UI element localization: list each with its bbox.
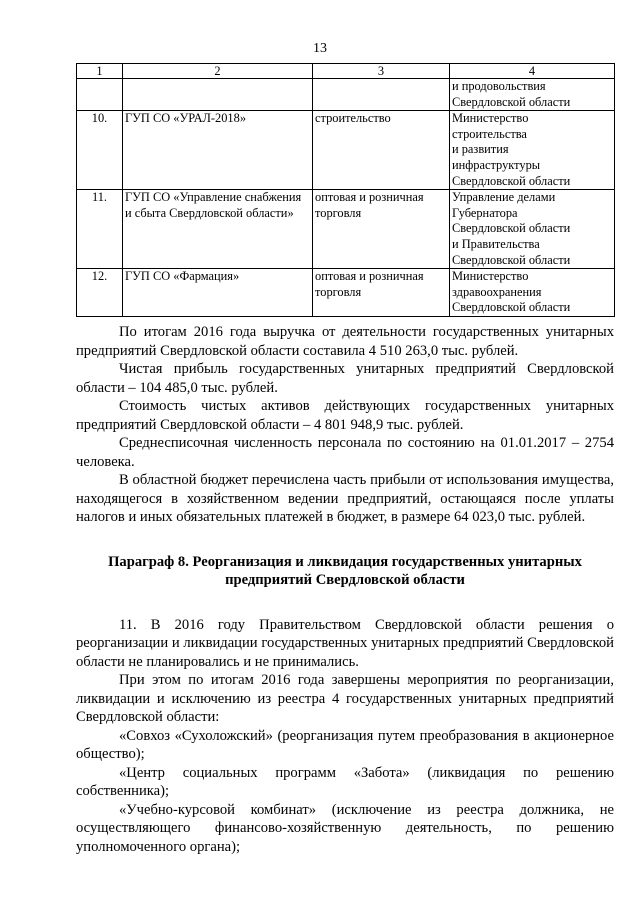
list-item: «Совхоз «Сухоложский» (реорганизация путем преобразования в акционерное общество);	[76, 727, 614, 762]
enterprise-name	[123, 79, 313, 111]
heading-line: предприятий Свердловской области	[225, 572, 465, 588]
activity	[313, 79, 450, 111]
header-cell: 4	[450, 64, 615, 79]
enterprise-name: ГУП СО «УРАЛ-2018»	[123, 111, 313, 190]
list-item: «Центр социальных программ «Забота» (ликвидация по решению собственника);	[76, 764, 614, 799]
row-number: 10.	[77, 111, 123, 190]
paragraph-headcount: Среднесписочная численность персонала по состоянию на 01.01.2017 – 2754 человека.	[76, 435, 614, 470]
heading-line: Параграф 8. Реорганизация и ликвидация государственных унитарных	[108, 553, 582, 570]
header-cell: 2	[123, 64, 313, 79]
table-header-row	[77, 64, 615, 79]
authority: и продовольствия Свердловской области	[450, 79, 615, 111]
paragraph-completed-measures: При этом по итогам 2016 года завершены мероприятия по реорганизации, ликвидации и исключению из реестра 4 государственных унитарных предприятий Свердловской области:	[76, 672, 614, 725]
activity: оптовая и розничная торговля	[313, 269, 450, 317]
section-heading	[76, 553, 614, 590]
row-number: 12.	[77, 269, 123, 317]
row-number	[77, 79, 123, 111]
paragraph-decisions: 11. В 2016 году Правительством Свердловской области решения о реорганизации и ликвидации государственных унитарных предприятий Свердловской области не планировались и не принимались.	[76, 616, 614, 670]
table-row	[77, 190, 615, 269]
activity: оптовая и розничная торговля	[313, 190, 450, 269]
authority: Министерство строительства и развития инфраструктуры Свердловской области	[450, 111, 615, 190]
enterprise-name: ГУП СО «Управление снабжения и сбыта Свердловской области»	[123, 190, 313, 269]
authority: Министерство здравоохранения Свердловской области	[450, 269, 615, 317]
row-number: 11.	[77, 190, 123, 269]
document-body	[76, 323, 614, 856]
page-number: 13	[313, 41, 327, 56]
paragraph-revenue: По итогам 2016 года выручка от деятельности государственных унитарных предприятий Свердловской области составила 4 510 263,0 тыс. рублей.	[76, 324, 614, 359]
paragraph-budget-transfer: В областной бюджет перечислена часть прибыли от использования имущества, находящегося в хозяйственном ведении предприятий, остающаяся после уплаты налогов и иных обязательных платежей в бюджет, в размере 64 023,0 тыс. рублей.	[76, 472, 614, 525]
paragraph-net-profit: Чистая прибыль государственных унитарных предприятий Свердловской области – 104 485,0 тыс. рублей.	[76, 361, 614, 396]
table-row	[77, 111, 615, 190]
paragraph-net-assets: Стоимость чистых активов действующих государственных унитарных предприятий Свердловской области – 4 801 948,9 тыс. рублей.	[76, 398, 614, 433]
header-cell: 3	[313, 64, 450, 79]
table-row	[77, 269, 615, 317]
enterprises-table	[76, 63, 615, 317]
enterprise-name: ГУП СО «Фармация»	[123, 269, 313, 317]
activity: строительство	[313, 111, 450, 190]
table-row	[77, 79, 615, 111]
header-cell: 1	[77, 64, 123, 79]
authority: Управление делами Губернатора Свердловской области и Правительства Свердловской области	[450, 190, 615, 269]
list-item: «Учебно-курсовой комбинат» (исключение из реестра должника, не осуществляющего финансово-хозяйственную деятельность, по решению уполномоченного органа);	[76, 801, 614, 855]
